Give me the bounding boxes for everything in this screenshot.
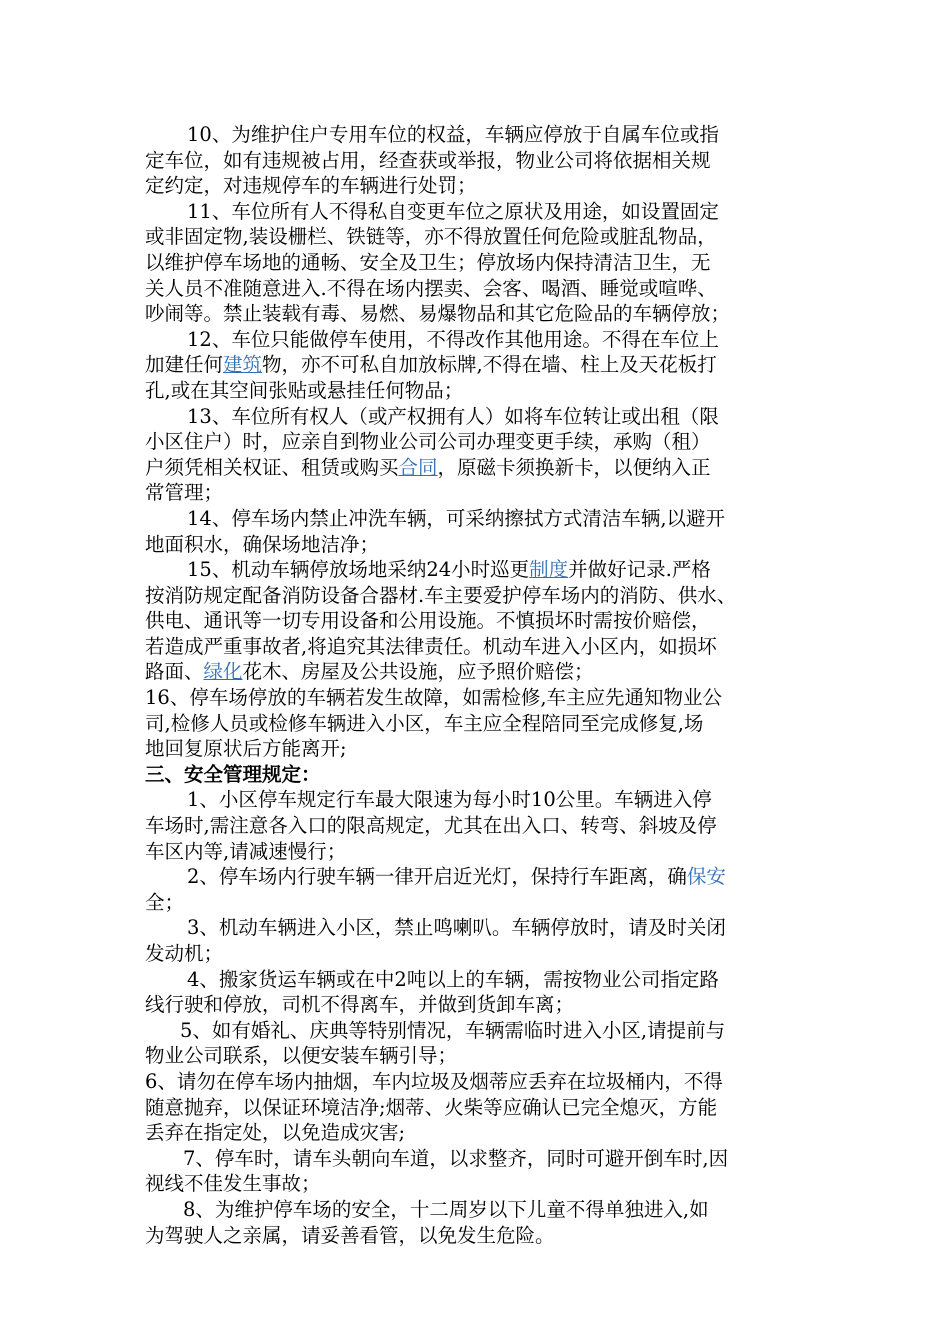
rule-4-line-2: 线行驶和停放，司机不得离车，并做到货卸车离； — [145, 993, 575, 1017]
item-16-line-1: 16、停车场停放的车辆若发生故障，如需检修,车主应先通知物业公 — [145, 686, 723, 710]
item-11-line-3: 以维护停车场地的通畅、安全及卫生；停放场内保持清洁卫生，无 — [145, 250, 711, 274]
item-12-line-3: 孔,或在其空间张贴或悬挂任何物品； — [145, 378, 464, 402]
rule-4-line-1: 4、搬家货运车辆或在中2吨以上的车辆，需按物业公司指定路 — [187, 967, 719, 991]
rule-2-line-2: 全； — [145, 890, 185, 914]
rule-3-line-1: 3、机动车辆进入小区，禁止鸣喇叭。车辆停放时，请及时关闭 — [187, 916, 726, 940]
link-jianzhu[interactable]: 建筑 — [223, 353, 263, 377]
item-11-line-4: 关人员不准随意进入.不得在场内摆卖、会客、喝酒、睡觉或喧哗、 — [145, 276, 717, 300]
item-11-line-1: 11、车位所有人不得私自变更车位之原状及用途，如设置固定 — [187, 199, 719, 223]
item-13-line-4: 常管理； — [145, 481, 224, 505]
item-14-line-2: 地面积水，确保场地洁净； — [145, 532, 380, 556]
rule-5-line-2: 物业公司联系，以便安装车辆引导； — [145, 1044, 458, 1068]
item-10-line-1: 10、为维护住户专用车位的权益，车辆应停放于自属车位或指 — [187, 123, 719, 146]
item-16-line-3: 地回复原状后方能离开; — [145, 737, 347, 761]
item-16-line-2: 司,检修人员或检修车辆进入小区，车主应全程陪同至完成修复,场 — [145, 711, 704, 735]
rule-7-line-1: 7、停车时，请车头朝向车道，以求整齐，同时可避开倒车时,因 — [183, 1146, 729, 1170]
item-12-line-1: 12、车位只能做停车使用，不得改作其他用途。不得在车位上 — [187, 327, 719, 351]
item-12-text-b: 物，亦不可私自加放标牌,不得在墙、柱上及天花板打 — [262, 353, 717, 377]
rule-6-line-2: 随意抛弃，以保证环境洁净;烟蒂、火柴等应确认已完全熄灭，方能 — [145, 1095, 718, 1119]
item-15-line-1 — [145, 557, 813, 583]
rule-8-line-1: 8、为维护停车场的安全，十二周岁以下儿童不得单独进入,如 — [183, 1197, 709, 1221]
item-13-text-a: 户须凭相关权证、租赁或购买 — [145, 455, 399, 479]
item-15-text-a: 15、机动车辆停放场地采纳24小时巡更 — [187, 558, 530, 582]
rule-3-line-2: 发动机； — [145, 942, 224, 965]
item-15-text-c: 路面、 — [145, 660, 204, 684]
item-13-line-3 — [145, 455, 813, 481]
rule-5-line-1: 5、如有婚礼、庆典等特别情况，车辆需临时进入小区,请提前与 — [180, 1018, 726, 1042]
item-10-line-2: 定车位，如有违规被占用，经查获或举报，物业公司将依据相关规 — [145, 148, 711, 172]
item-15-line-5 — [145, 659, 813, 685]
item-11-line-5: 吵闹等。禁止装载有毒、易燃、易爆物品和其它危险品的车辆停放； — [145, 302, 731, 326]
rule-2-line-1 — [145, 864, 813, 890]
document-page — [145, 122, 813, 1248]
rule-1-line-1: 1、小区停车规定行车最大限速为每小时10公里。车辆进入停 — [187, 788, 712, 812]
item-11-line-2: 或非固定物,装设栅栏、铁链等，亦不得放置任何危险或脏乱物品， — [145, 225, 717, 249]
rule-6-line-3: 丢弃在指定处，以免造成灾害; — [145, 1121, 406, 1145]
link-lvhua[interactable]: 绿化 — [203, 660, 243, 684]
section-3-heading: 三、安全管理规定： — [145, 762, 321, 786]
item-15-text-b: 并做好记录.严格 — [568, 558, 711, 582]
item-14-line-1: 14、停车场内禁止冲洗车辆，可采纳擦拭方式清洁车辆,以避开 — [187, 506, 726, 530]
rule-1-line-2: 车场时,需注意各入口的限高规定，尤其在出入口、转弯、斜坡及停 — [145, 814, 717, 838]
link-baoan[interactable]: 保安 — [686, 865, 726, 889]
rule-1-line-3: 车区内等,请减速慢行； — [145, 839, 347, 863]
item-12-text-a: 加建任何 — [145, 353, 224, 377]
item-13-line-2: 小区住户）时，应亲自到物业公司公司办理变更手续，承购（租） — [145, 430, 711, 454]
link-hetong[interactable]: 合同 — [398, 455, 438, 479]
item-13-line-1: 13、车位所有权人（或产权拥有人）如将车位转让或出租（限 — [187, 404, 719, 428]
item-13-text-b: ，原磁卡须换新卡，以便纳入正 — [437, 455, 711, 479]
rule-2-text-a: 2、停车场内行驶车辆一律开启近光灯，保持行车距离，确 — [187, 865, 687, 889]
rule-6-line-1: 6、请勿在停车场内抽烟，车内垃圾及烟蒂应丢弃在垃圾桶内，不得 — [145, 1069, 723, 1093]
rule-8-line-2: 为驾驶人之亲属，请妥善看管，以免发生危险。 — [145, 1223, 555, 1247]
rule-7-line-2: 视线不佳发生事故； — [145, 1172, 321, 1196]
item-15-line-2: 按消防规定配备消防设备合器材.车主要爱护停车场内的消防、供水、 — [145, 583, 737, 607]
link-zhidu[interactable]: 制度 — [529, 558, 569, 582]
item-12-line-2 — [145, 352, 813, 378]
item-15-line-3: 供电、通讯等一切专用设备和公用设施。不慎损坏时需按价赔偿， — [145, 609, 711, 633]
item-15-text-d: 花木、房屋及公共设施，应予照价赔偿； — [242, 660, 594, 684]
item-15-line-4: 若造成严重事故者,将追究其法律责任。机动车进入小区内，如损坏 — [145, 634, 717, 658]
item-10-line-3: 定约定，对违规停车的车辆进行处罚； — [145, 174, 477, 198]
